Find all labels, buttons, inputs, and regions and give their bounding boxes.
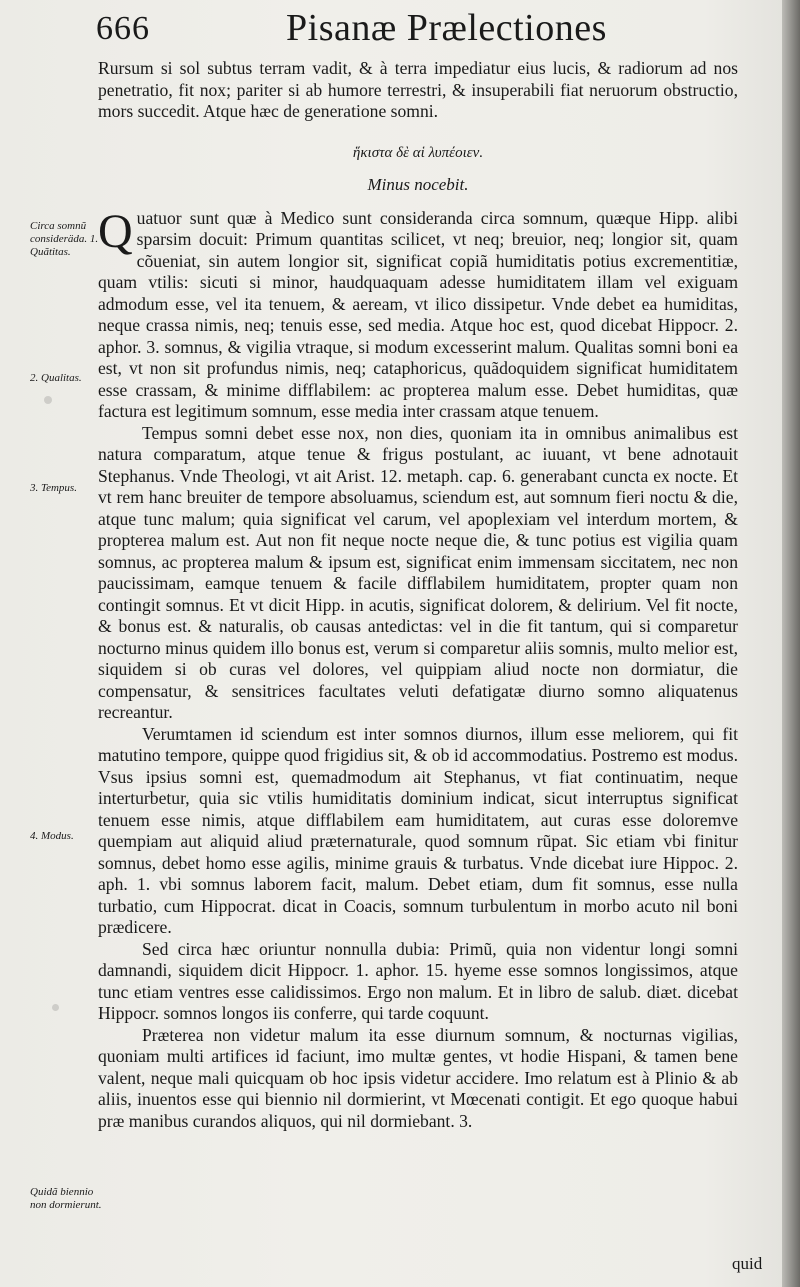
marginal-note-biennio: Quidã biennio non dormierunt. <box>30 1186 102 1211</box>
marginal-note-tempus: 3. Tempus. <box>30 482 77 494</box>
main-text <box>98 58 738 1132</box>
running-title: Pisanæ Prælectiones <box>286 7 607 49</box>
paragraph-tempus: Tempus somni debet esse nox, non dies, quoniam ita in omnibus animalibus est natura comparatum, atque tenue & frigus postulant, ac iuuant, vt bene adnotauit Stephanus. Vnde Theologi, vt ait Arist. 12. metaph. cap. 6. generabant cuncta ex nocte. Et vt rem hanc breuiter de tempore absoluamus, sciendum est, aut somnum fieri noctu & die, atque tunc malum; quia significat vel carum, vel apoplexiam vel interdum mortem, & propterea malum est. Aut non fit neque nocte neque die, & tunc potius est vigilia quam somnus, ac propterea malum & ipsum est, significat enim immensam siccitatem, nec non paucissimam, eamque tenuem & facile difflabilem humiditatem, propter quam non contingit somnus. Et vt dicit Hipp. in acutis, significat dolorem, & delirium. Vel fit nocte, & bonus est. & naturalis, ob causas antedictas: vel in die fit tantum, qui si comparetur nocturno minus quidem illo bonus est, verum si comparetur aliis somnis, multo melior est, siquidem si ob curas vel dolores, vel quippiam aliud nocte non dormiatur, die compensatur, & sensitrices facultates veluti defatigatæ diurno somno aliquatenus recreantur. <box>98 422 738 722</box>
latin-lemma: Minus nocebit. <box>367 175 469 194</box>
marginal-note-modus: 4. Modus. <box>30 830 74 842</box>
marginal-note-quantitas: Circa somnũ consideräda. 1. Quãtitas. <box>30 220 99 258</box>
marginal-note-qualitas: 2. Qualitas. <box>30 372 82 384</box>
paragraph-quatuor-text: uatuor sunt quæ à Medico sunt consideranda circa somnum, quæque Hipp. alibi sparsim docuit: Primum quantitas scilicet, vt neq; breuior, neq; longior sit, quam cõueniat, sin autem longior sit, significat copiã humiditatis potius excrementitiæ, quam vtilis: sicuti si minor, haudquaquam adesse humiditatem illam vel exiguam admodum esse, vel ita tenuem, & aeream, vt ilico dissipetur. Vnde debet ea humiditas, neque crassa nimis, neq; tenuis esse, sed media. Atque hoc est, quod dicebat Hippocr. 2. aphor. 3. somnus, & vigilia vtraque, si modum excesserint malum. Qualitas somni boni ea est, vt non sit profundus nimis, neq; cataphoricus, quãdoquidem significat humiditatem esse crassam, & minime difflabilem: ac propterea malum esse. Debet humiditas, quæ factura est legitimum somnum, esse media inter crassam atque tenuem. <box>98 207 738 421</box>
paragraph-verumtamen: Verumtamen id sciendum est inter somnos diurnos, illum esse meliorem, qui fit matutino tempore, quippe quod frigidius sit, & ob id accommodatius. Postremo est modus. Vsus ipsius somni est, quemadmodum ait Stephanus, vt fiat continuatim, neque interturbetur, quia sic vtilis humiditatis dominium indicat, sicut interruptus significat tenuem esse nimis, atque difflabilem eam humiditatem, aut curas esse doloremve quempiam aut aliquid aliud præternaturale, quod somnum rũpat. Sic etiam vbi finitur somnus, debet homo esse agilis, minime grauis & turbatus. Vnde dicebat iure Hippoc. 2. aph. 1. vbi somnus laborem facit, malum. Debet etiam, dum fit somnus, esse nulla turbatio, cum Hippocrat. dicat in Coacis, somnum turbulentum in morbo acuto nil boni prædicere. <box>98 723 738 937</box>
greek-lemma: ἥκιστα δὲ αἱ λυπέοιεν. <box>352 144 484 161</box>
paragraph-praeterea: Præterea non videtur malum ita esse diurnum somnum, & nocturnas vigilias, quoniam multi artifices id faciunt, imo multæ gentes, vt hodie Hispani, & tamen bene valent, neque mali quicquam ob hoc ipsis videtur accidere. Imo relatum est à Plinio & ab aliis, inuentos esse qui biennio nil dormierint, vt Mœcenati contigit. Et ego quoque habui præ manibus curandos aliquos, qui nil dormiebant. 3. <box>98 1024 738 1131</box>
paragraph-quatuor <box>98 204 738 423</box>
drop-cap: Q <box>98 204 133 258</box>
page-number: 666 <box>96 10 150 47</box>
page-edge-shadow <box>782 0 800 1287</box>
intro-paragraph: Rursum si sol subtus terram vadit, & à terra impediatur eius lucis, & radiorum ad nos penetratio, fit nox; pariter si ab humore terrestri, & insuperabili fiat neruorum obstructio, mors succedit. Atque hæc de generatione somni. <box>98 58 738 121</box>
catchword: quid <box>732 1254 763 1273</box>
page-header <box>96 6 756 50</box>
paragraph-dubia: Sed circa hæc oriuntur nonnulla dubia: Primũ, quia non videntur longi somni damnandi, siquidem dicit Hippocr. 1. aphor. 15. hyeme esse somnos longissimos, atque tunc etiam ventres esse calidissimos. Ergo non malum. Et in libro de salub. diæt. dicebat Hippocr. somnos longos iis conferre, qui tarde coquunt. <box>98 938 738 1023</box>
